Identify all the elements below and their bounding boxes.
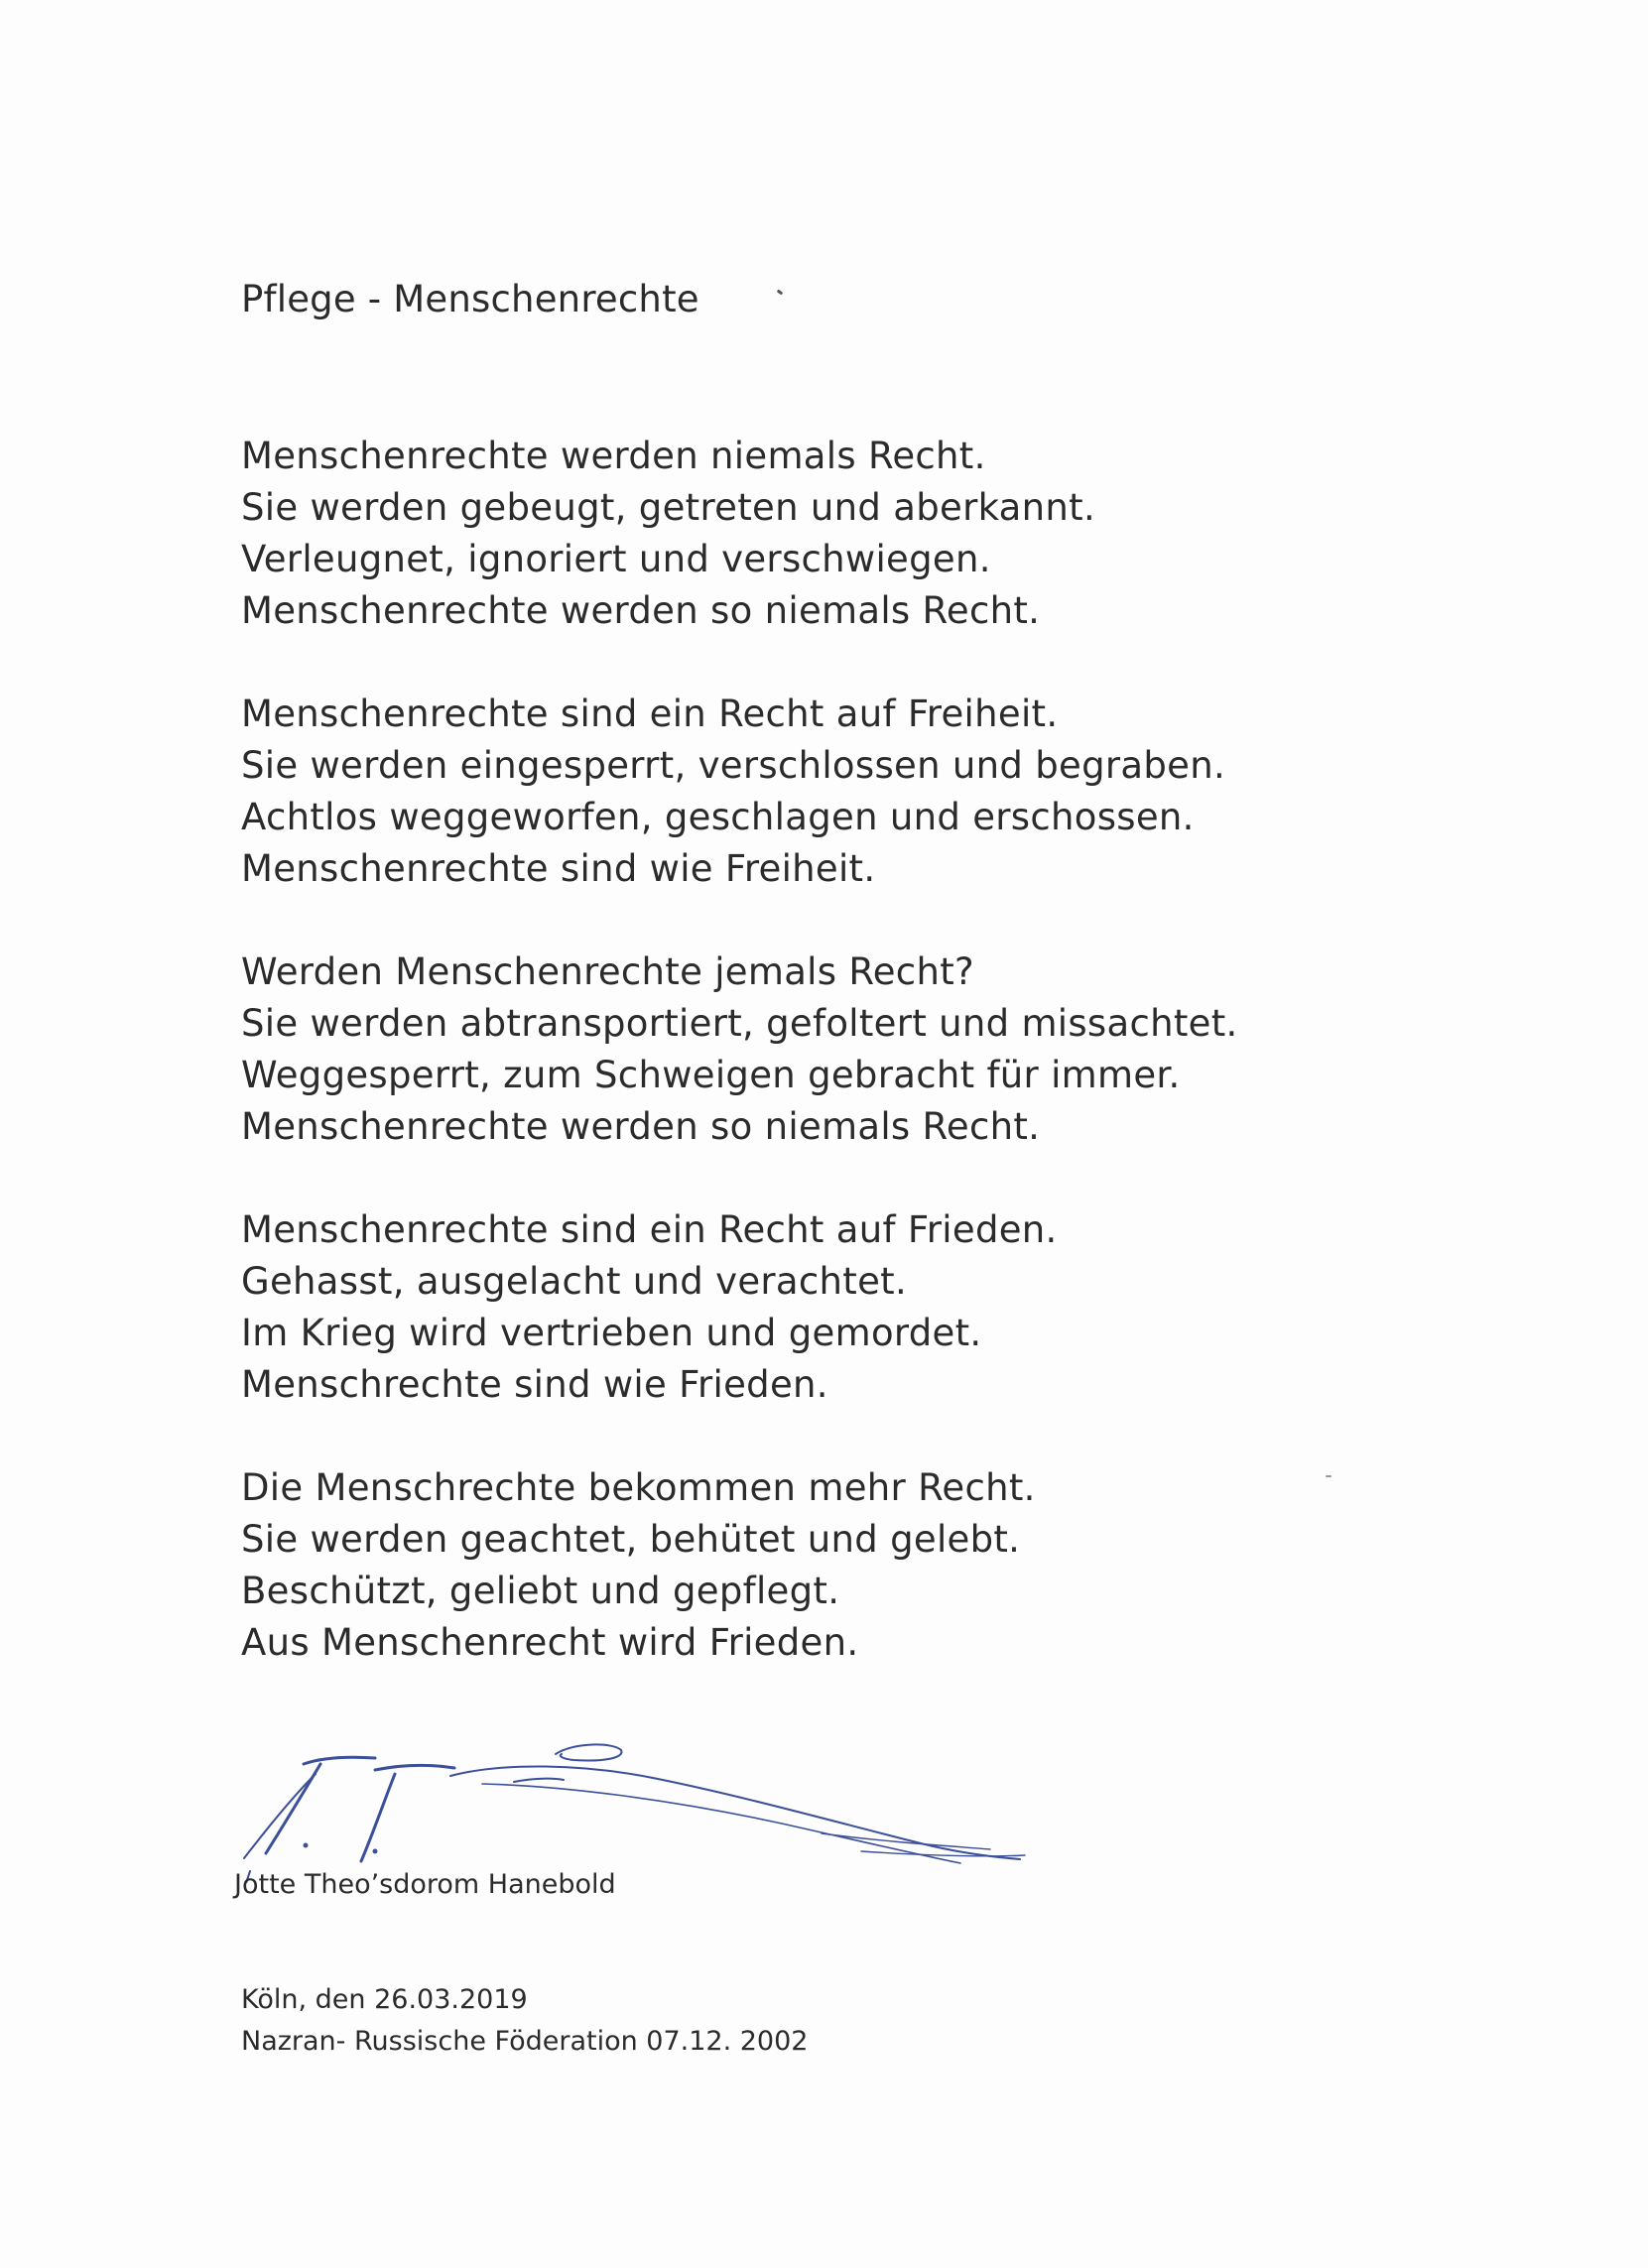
document-footer (241, 1979, 808, 2063)
handwritten-signature (226, 1734, 1060, 1883)
origin-note: Nazran- Russische Föderation 07.12. 2002 (241, 2026, 809, 2057)
verse-line: Menschenrechte sind wie Freiheit. (241, 847, 876, 890)
poem-title: Pflege - Menschenrechte (241, 278, 699, 320)
verse-line: Die Menschrechte bekommen mehr Recht. (241, 1466, 1036, 1509)
verse-line: Weggesperrt, zum Schweigen gebracht für immer. (241, 1054, 1181, 1096)
verse-line: Achtlos weggeworfen, geschlagen und erschossen. (241, 796, 1195, 838)
verse-line: Menschenrechte sind ein Recht auf Freiheit. (241, 693, 1059, 735)
verse-line: Werden Menschenrechte jemals Recht? (241, 950, 974, 993)
stanza-1 (241, 431, 1432, 637)
verse-line: Menschrechte sind wie Frieden. (241, 1363, 828, 1406)
verse-line: Im Krieg wird vertrieben und gemordet. (241, 1312, 982, 1354)
verse-line: Verleugnet, ignoriert und verschwiegen. (241, 538, 991, 580)
verse-line: Gehasst, ausgelacht und verachtet. (241, 1260, 908, 1303)
verse-line: Menschenrechte werden niemals Recht. (241, 435, 986, 477)
verse-line: Menschenrechte sind ein Recht auf Frieden. (241, 1208, 1058, 1251)
verse-line: Aus Menschenrecht wird Frieden. (241, 1621, 859, 1664)
place-date: Köln, den 26.03.2019 (241, 1984, 528, 2015)
verse-line: Menschenrechte werden so niemals Recht. (241, 1105, 1041, 1148)
stanza-3 (241, 946, 1432, 1153)
stanza-4 (241, 1204, 1432, 1411)
stanza-5 (241, 1462, 1432, 1669)
stanza-2 (241, 689, 1432, 895)
verse-line: Menschenrechte werden so niemals Recht. (241, 589, 1041, 632)
poem-body (241, 431, 1432, 1669)
verse-line: Sie werden geachtet, behütet und gelebt. (241, 1518, 1021, 1561)
verse-line: Sie werden eingesperrt, verschlossen und begraben. (241, 744, 1226, 787)
verse-line: Sie werden gebeugt, getreten und aberkannt. (241, 486, 1096, 529)
verse-line: Sie werden abtransportiert, gefoltert und missachtet. (241, 1002, 1238, 1045)
stray-pen-mark (777, 290, 784, 296)
author-name: Jotte Theo’sdorom Hanebold (234, 1869, 616, 1900)
verse-line: Beschützt, geliebt und gepflegt. (241, 1570, 840, 1612)
